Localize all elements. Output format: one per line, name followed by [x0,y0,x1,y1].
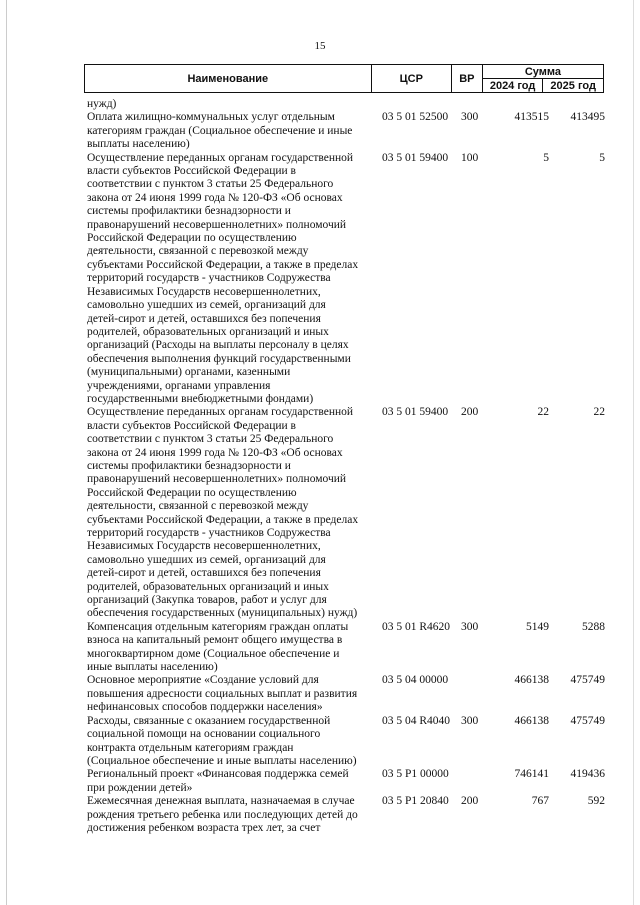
table-header [84,64,604,93]
table-row [87,795,607,835]
row-name-line: обеспечения государственных (муниципальных) нужд) [87,607,358,620]
row-name-line: власти субъектов Российской Федерации в [87,165,296,178]
page-number: 15 [314,40,326,52]
row-name-line: Компенсация отдельным категориям граждан оплаты [87,620,349,633]
row-name [87,674,372,714]
row-name-line: субъектами Российской Федерации, а также в пределах [87,513,359,526]
row-name-line: Независимых Государств несовершеннолетних, [87,285,321,298]
row-sum-2025: 475749 [570,714,605,727]
row-vr: 300 [461,111,479,124]
row-name-line: Российской Федерации по осуществлению [87,486,297,499]
row-sum-2024: 767 [531,795,549,808]
continuation-text: нужд) [87,98,117,110]
row-csr: 03 5 01 52500 [382,111,449,124]
row-sum-2025: 22 [593,406,605,419]
row-name-line: социальной помощи на основании социального [87,728,321,741]
row-sum-2025: 592 [587,795,605,808]
header-2024: 2024 год [482,79,543,93]
row-sum-2025: 475749 [570,674,605,687]
row-name [87,111,372,151]
row-csr: 03 5 01 59400 [382,151,449,164]
row-name [87,768,372,795]
row-sum-2025: 5288 [582,620,605,633]
row-vr: 200 [461,406,479,419]
row-sum-2025: 5 [599,151,605,164]
row-sum-2025: 413495 [570,111,605,124]
row-sum-2025: 419436 [570,768,605,781]
row-name-line: повышения адресности социальных выплат и развития [87,687,358,700]
row-name [87,795,372,835]
row-name-line: родителей, образовательных организаций и иных [87,325,329,338]
row-csr: 03 5 01 59400 [382,406,449,419]
row-vr: 300 [461,620,479,633]
row-csr: 03 5 P1 00000 [382,768,449,781]
row-name-line: взноса на капитальный ремонт общего имущества в [87,634,343,647]
table-row [87,768,607,795]
row-vr: 200 [461,795,479,808]
row-name-line: Региональный проект «Финансовая поддержка семей [87,768,349,781]
row-name-line: деятельности, связанной с перевозкой между [87,245,309,258]
row-name-line: власти субъектов Российской Федерации в [87,419,296,432]
row-name-line: системы профилактики безнадзорности и [87,205,291,218]
row-name-line: Ежемесячная денежная выплата, назначаемая в случае [87,795,355,808]
row-vr: 300 [461,714,479,727]
row-name-line: правонарушений несовершеннолетних» полномочий [87,218,347,231]
row-sum-2024: 22 [537,406,549,419]
row-name [87,406,372,621]
row-csr: 03 5 01 R4620 [382,620,451,633]
header-csr: ЦСР [371,65,451,93]
row-name-line: категориям граждан (Социальное обеспечение и иные [87,124,353,137]
row-name-line: государственными внебюджетными фондами) [87,392,314,405]
row-name-line: достижения ребенком возраста трех лет, за счет [87,821,321,834]
row-name-line: (муниципальными) органами, казенными [87,366,291,379]
scan-edge-right [633,0,634,905]
row-name-line: (Социальное обеспечение и иные выплаты населению) [87,754,357,767]
row-name-line: детей-сирот и детей, оставшихся без попечения [87,312,321,325]
row-name-line: контракта отдельным категориям граждан [87,741,294,754]
row-name-line: выплаты населению) [87,138,190,151]
scan-edge-left [6,0,7,905]
row-name [87,621,372,675]
row-name-line: территорий государств - участников Содружества [87,272,331,285]
row-name-line: рождения третьего ребенка или последующих детей до [87,808,358,821]
row-name-line: закона от 24 июня 1999 года № 120-ФЗ «Об основах [87,191,343,204]
row-name-line: Независимых Государств несовершеннолетних, [87,540,321,553]
row-name [87,152,372,407]
table-row [87,406,607,621]
row-name-line: детей-сирот и детей, оставшихся без попечения [87,567,321,580]
row-csr: 03 5 04 00000 [382,674,449,687]
table-row [87,621,607,675]
row-csr: 03 5 04 R4040 [382,714,451,727]
table-row [87,715,607,769]
row-name-line: территорий государств - участников Содружества [87,527,331,539]
row-name-line: учреждениями, органами управления [87,379,271,392]
header-name: Наименование [85,65,372,93]
table-row [87,111,607,151]
row-name-line: Осуществление переданных органам государственной [87,151,354,164]
row-name-line: Оплата жилищно-коммунальных услуг отдельным [87,111,335,124]
row-sum-2024: 5 [543,151,549,164]
row-name [87,715,372,769]
row-name-line: соответствии с пунктом 3 статьи 25 Федерального [87,178,334,191]
row-sum-2024: 466138 [514,714,549,727]
row-sum-2024: 466138 [514,674,549,687]
row-name-line: деятельности, связанной с перевозкой между [87,500,309,513]
row-name-line: обеспечения выполнения функций государственными [87,352,351,365]
header-vr: ВР [451,65,482,93]
row-name-line: иные выплаты населению) [87,661,218,674]
row-name-line: многоквартирном доме (Социальное обеспечение и [87,647,340,660]
row-name-line: родителей, образовательных организаций и иных [87,580,329,593]
row-name-line: соответствии с пунктом 3 статьи 25 Федерального [87,433,334,446]
row-sum-2024: 746141 [514,768,549,781]
table-row [87,674,607,714]
row-name-line: Расходы, связанные с оказанием государственной [87,714,331,727]
row-name-line: Осуществление переданных органам государственной [87,406,354,419]
row-name-line: субъектами Российской Федерации, а также в пределах [87,258,359,271]
row-csr: 03 5 P1 20840 [382,795,449,808]
row-sum-2024: 5149 [526,620,549,633]
row-sum-2024: 413515 [514,111,549,124]
continuation-row [87,98,607,111]
table-row [87,152,607,407]
row-vr: 100 [461,151,479,164]
row-name-line: Основное мероприятие «Создание условий для [87,674,319,687]
row-name-line: системы профилактики безнадзорности и [87,459,291,472]
table-body [87,98,607,835]
header-sum: Сумма [482,65,603,79]
row-name-line: самовольно ушедших из семей, организаций для [87,553,326,566]
row-name-line: закона от 24 июня 1999 года № 120-ФЗ «Об основах [87,446,343,459]
row-name-line: организаций (Расходы на выплаты персоналу в целях [87,339,349,352]
row-name-line: самовольно ушедших из семей, организаций для [87,299,326,312]
row-name-line: правонарушений несовершеннолетних» полномочий [87,473,347,486]
row-name-line: при рождении детей» [87,781,193,794]
row-name-line: нефинансовых способов поддержки населения» [87,701,323,714]
header-2025: 2025 год [543,79,604,93]
row-name-line: Российской Федерации по осуществлению [87,232,297,245]
row-name-line: организаций (Закупка товаров, работ и услуг для [87,594,327,607]
